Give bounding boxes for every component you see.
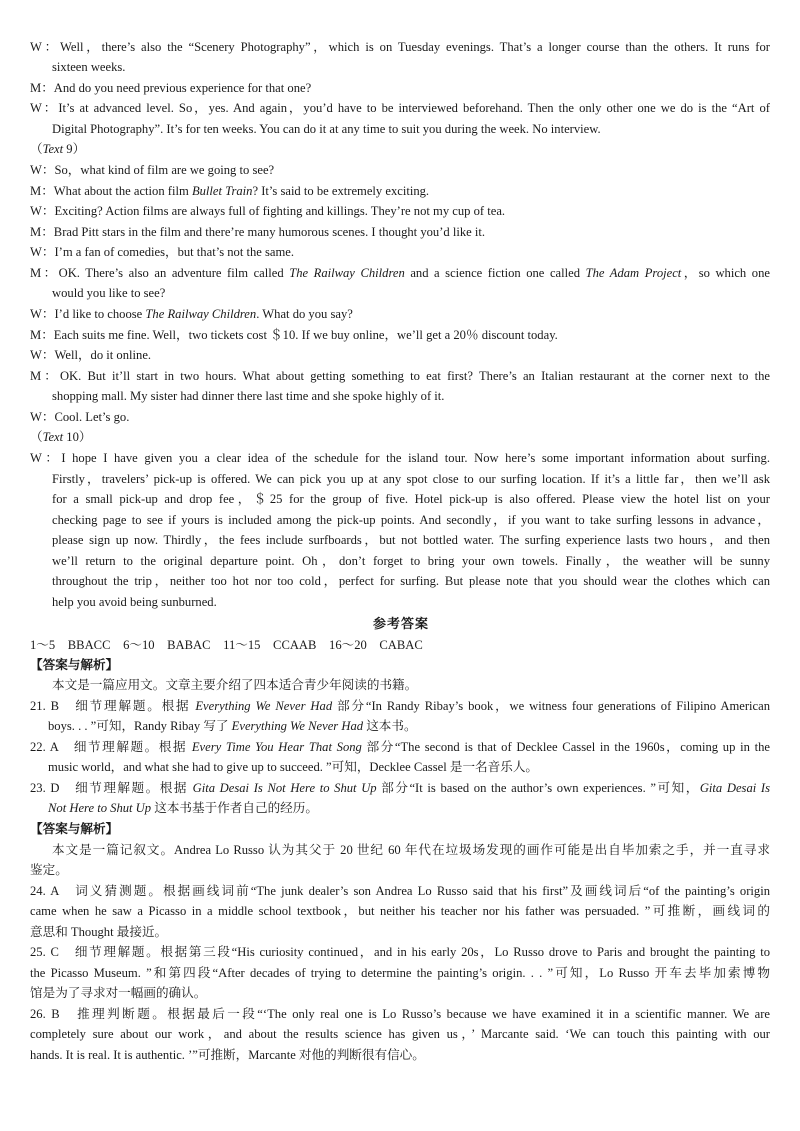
italic-title-span: Text: [42, 430, 64, 444]
text-span: music world，and what she had to give up to succeed. ”可知，Decklee Cassel 是一名音乐人。: [48, 760, 539, 774]
text-line: [52, 469, 770, 489]
text-span: 10）: [63, 430, 92, 444]
text-span: 9）: [63, 142, 86, 156]
text-span: W：I’d like to choose: [30, 307, 146, 321]
text-line: [30, 345, 151, 365]
italic-title-span: Everything We Never Had: [195, 699, 333, 713]
text-span: ，so which one: [681, 266, 770, 280]
text-span: M：And do you need previous experience for that one?: [30, 81, 312, 95]
text-line: [30, 78, 311, 98]
text-line: [30, 942, 770, 962]
text-span: W：I hope I have given you a clear idea of the schedule for the island tour. Now here’s some important information about surfing.: [30, 451, 770, 465]
text-line: [30, 655, 118, 675]
text-line: [30, 98, 770, 118]
text-line: [30, 160, 274, 180]
text-span: 23. D 细节理解题。根据: [30, 781, 193, 795]
text-span: W：Well，do it online.: [30, 348, 152, 362]
text-span: 这本书。: [363, 719, 417, 733]
text-line: [48, 716, 417, 736]
text-span: 22. A 细节理解题。根据: [30, 740, 192, 754]
text-span: ? It’s said to be extremely exciting.: [252, 184, 430, 198]
text-line: [52, 551, 770, 571]
text-line: [30, 819, 118, 839]
text-span: for a small pick-up and drop fee，＄25 for the group of five. Hotel pick-up is also offered. Please view the hotel list on your: [52, 492, 770, 506]
text-span: came when he saw a Picasso in a middle school textbook，but neither his teacher nor his father was persuaded. ”可推断，画线词的: [30, 904, 770, 918]
text-span: 鉴定。: [30, 863, 68, 877]
text-line: [52, 489, 770, 509]
text-span: 意思和 Thought 最接近。: [30, 925, 168, 939]
text-line: [30, 37, 770, 57]
italic-title-span: Not Here to Shut Up: [48, 801, 152, 815]
text-line: [52, 840, 770, 860]
text-line: [30, 139, 85, 159]
text-span: 部分“It is based on the author’s own experiences. ”可知，: [376, 781, 700, 795]
text-line: [48, 757, 538, 777]
text-span: （: [30, 430, 43, 444]
text-line: [373, 614, 429, 634]
text-span: W：Well，there’s also the “Scenery Photography”，which is on Tuesday evenings. That’s a longer course than the others. It runs for: [30, 40, 770, 54]
text-span: M：Brad Pitt stars in the film and there’re many humorous scenes. I thought you’d like it.: [30, 225, 486, 239]
text-span: 【答案与解析】: [30, 658, 119, 672]
text-span: 部分“In Randy Ribay’s book，we witness four generations of Filipino American: [332, 699, 770, 713]
italic-title-span: Every Time You Hear That Song: [191, 740, 362, 754]
text-span: 25. C 细节理解题。根据第三段“His curiosity continued，and in his early 20s，Lo Russo drove to Paris and brought the painting to: [30, 945, 770, 959]
text-span: M：What about the action film: [30, 184, 192, 198]
text-line: [52, 571, 770, 591]
text-span: the Picasso Museum. ”和第四段“After decades of trying to determine the painting’s origin. . . ”可知，Lo Russo 开车去毕加索博物: [30, 966, 770, 980]
text-span: help you avoid being sunburned.: [52, 595, 217, 609]
text-span: W：Cool. Let’s go.: [30, 410, 130, 424]
text-span: 本文是一篇记叙文。Andrea Lo Russo 认为其父于 20 世纪 60 年代在垃圾场发现的画作可能是出自毕加索之手，并一直寻求: [52, 843, 770, 857]
text-line: [52, 57, 125, 77]
text-span: and a science fiction one called: [404, 266, 586, 280]
text-span: . What do you say?: [256, 307, 353, 321]
italic-title-span: Everything We Never Had: [231, 719, 364, 733]
text-span: Firstly，travelers’ pick-up is offered. We can pick you up at any spot close to our surfing location. If it’s a little far，then we’ll ask: [52, 472, 770, 486]
text-line: [30, 304, 353, 324]
text-line: [30, 778, 770, 798]
text-line: [30, 1004, 770, 1024]
text-span: please sign up now. Thirdly，the fees include surfboards，but not bottled water. The surfing experience lasts two hours，and then: [52, 533, 770, 547]
text-line: [30, 696, 770, 716]
text-line: [52, 592, 217, 612]
text-span: W：It’s at advanced level. So，yes. And again，you’d have to be interviewed beforehand. Then the only other one we do is the “Art of: [30, 101, 770, 115]
text-span: M：OK. There’s also an adventure film called: [30, 266, 290, 280]
text-line: [30, 737, 770, 757]
text-line: [52, 119, 601, 139]
text-span: completely sure about our work，and about the results science has given us，’ Marcante said. ‘We can touch this painting with our: [30, 1027, 770, 1041]
italic-title-span: The Railway Children: [289, 266, 405, 280]
text-span: checking page to see if yours is included among the pick-up points. And secondly，if you want to take surfing lessons in advance，: [52, 513, 770, 527]
text-line: [30, 901, 770, 921]
text-span: hands. It is real. It is authentic. ’”可推断，Marcante 对他的判断很有信心。: [30, 1048, 425, 1062]
text-span: 本文是一篇应用文。文章主要介绍了四本适合青少年阅读的书籍。: [52, 678, 418, 692]
text-span: W：So，what kind of film are we going to see?: [30, 163, 275, 177]
text-line: [30, 1045, 425, 1065]
text-line: [30, 427, 91, 447]
text-span: M：Each suits me fine. Well，two tickets cost ＄10. If we buy online，we’ll get a 20％ discount today.: [30, 328, 558, 342]
text-span: 26. B 推理判断题。根据最后一段“‘The only real one is Lo Russo’s because we have examined it in a scientific manner. We are: [30, 1007, 770, 1021]
text-span: W：I’m a fan of comedies，but that’s not the same.: [30, 245, 295, 259]
text-line: [30, 242, 294, 262]
italic-title-span: Text: [42, 142, 64, 156]
text-span: 24. A 词义猜测题。根据画线词前“The junk dealer’s son Andrea Lo Russo said that his first”及画线词后“of the painting’s origin: [30, 884, 770, 898]
text-span: boys. . . ”可知，Randy Ribay 写了: [48, 719, 232, 733]
text-line: [52, 530, 770, 550]
text-span: shopping mall. My sister had dinner there last time and she spoke highly of it.: [52, 389, 445, 403]
text-line: [30, 860, 68, 880]
text-span: 【答案与解析】: [30, 822, 119, 836]
text-line: [30, 881, 770, 901]
italic-title-span: The Railway Children: [145, 307, 257, 321]
text-line: [30, 263, 770, 283]
italic-title-span: Gita Desai Is Not Here to Shut Up: [192, 781, 377, 795]
text-line: [52, 510, 770, 530]
text-span: sixteen weeks.: [52, 60, 126, 74]
text-span: 1～5 BBACC 6～10 BABAC 11～15 CCAAB 16～20 CABAC: [30, 638, 423, 652]
text-line: [30, 201, 505, 221]
text-span: 馆是为了寻求对一幅画的确认。: [30, 986, 207, 1000]
text-line: [30, 325, 558, 345]
text-line: [52, 386, 444, 406]
text-line: [48, 798, 318, 818]
text-span: （: [30, 142, 43, 156]
text-span: 部分“The second is that of Decklee Cassel in the 1960s，coming up in the: [361, 740, 770, 754]
italic-title-span: Gita Desai Is: [699, 781, 770, 795]
italic-title-span: The Adam Project: [585, 266, 682, 280]
text-line: [30, 963, 770, 983]
text-span: 21. B 细节理解题。根据: [30, 699, 196, 713]
text-line: [30, 635, 423, 655]
text-line: [30, 222, 485, 242]
text-span: 这本书基于作者自己的经历。: [151, 801, 318, 815]
text-line: [30, 922, 167, 942]
text-line: [30, 366, 770, 386]
text-span: Digital Photography”. It’s for ten weeks. You can do it at any time to suit you during the week. No interview.: [52, 122, 601, 136]
text-span: M：OK. But it’ll start in two hours. What about getting something to eat first? There’s an Italian restaurant at the corner next to the: [30, 369, 770, 383]
text-line: [30, 983, 206, 1003]
text-span: throughout the trip，neither too hot nor too cold，perfect for surfing. But please note that you should wear the clothes which can: [52, 574, 770, 588]
text-line: [30, 1024, 770, 1044]
text-line: [30, 407, 129, 427]
text-line: [30, 181, 429, 201]
text-span: we’ll return to the original departure point. Oh，don’t forget to bring your own towels. Finally，the weather will be sunny: [52, 554, 770, 568]
text-span: 参考答案: [373, 616, 430, 631]
text-line: [52, 675, 417, 695]
text-span: W：Exciting? Action films are always full of fighting and killings. They’re not my cup of tea.: [30, 204, 506, 218]
text-line: [30, 448, 770, 468]
text-line: [52, 283, 165, 303]
italic-title-span: Bullet Train: [191, 184, 253, 198]
text-span: would you like to see?: [52, 286, 166, 300]
